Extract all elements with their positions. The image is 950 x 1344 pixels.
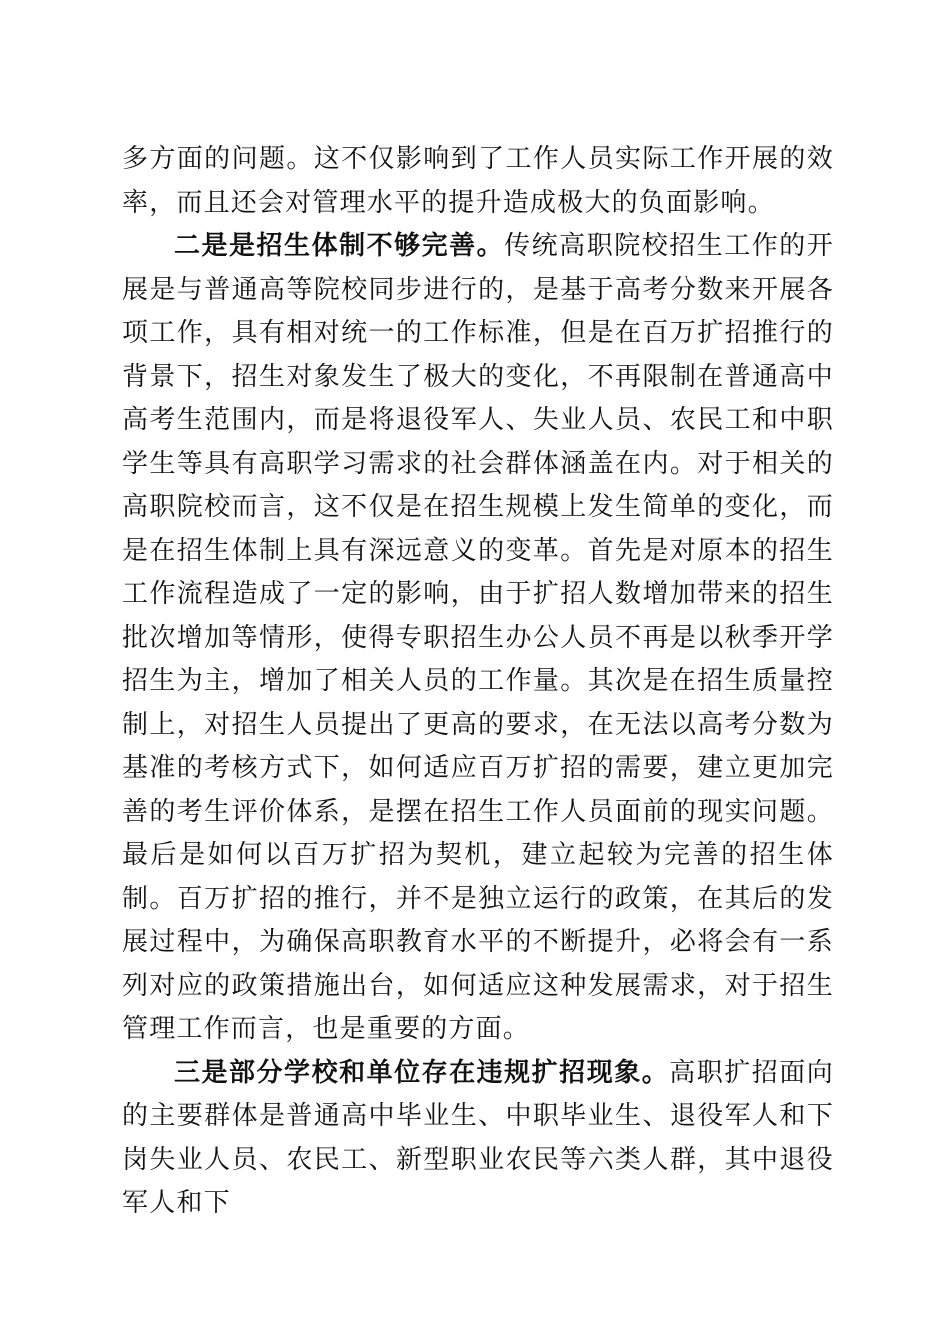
paragraph-illegal-expansion [122,1052,834,1226]
paragraph-3-heading: 三是部分学校和单位存在违规扩招现象。 [174,1057,670,1088]
document-body [122,138,834,1226]
paragraph-2-heading: 二是是招生体制不够完善。 [174,231,505,261]
paragraph-enrollment-system [122,225,834,1052]
paragraph-2-text: 传统高职院校招生工作的开展是与普通高等院校同步进行的，是基于高考分数来开展各项工作，具有相对统一的工作标准，但是在百万扩招推行的背景下，招生对象发生了极大的变化，不再限制在普通高中高考生范围内，而是将退役军人、失业人员、农民工和中职学生等具有高职学习需求的社会群体涵盖在内。对于相关的高职院校而言，这不仅是在招生规模上发生简单的变化，而是在招生体制上具有深远意义的变革。首先是对原本的招生工作流程造成了一定的影响，由于扩招人数增加带来的招生批次增加等情形，使得专职招生办公人员不再是以秋季开学招生为主，增加了相关人员的工作量。其次是在招生质量控制上，对招生人员提出了更高的要求，在无法以高考分数为基准的考核方式下，如何适应百万扩招的需要，建立更加完善的考生评价体系，是摆在招生工作人员面前的现实问题。最后是如何以百万扩招为契机，建立起较为完善的招生体制。百万扩招的推行，并不是独立运行的政策，在其后的发展过程中，为确保高职教育水平的不断提升，必将会有一系列对应的政策措施出台，如何适应这种发展需求，对于招生管理工作而言，也是重要的方面。 [122,231,834,1044]
paragraph-3-text: 高职扩招面向的主要群体是普通高中毕业生、中职毕业生、退役军人和下岗失业人员、农民工、新型职业农民等六类人群，其中退役军人和下 [122,1057,834,1218]
paragraph-continuation [122,138,834,225]
paragraph-1-text: 多方面的问题。这不仅影响到了工作人员实际工作开展的效率，而且还会对管理水平的提升造成极大的负面影响。 [122,144,834,218]
